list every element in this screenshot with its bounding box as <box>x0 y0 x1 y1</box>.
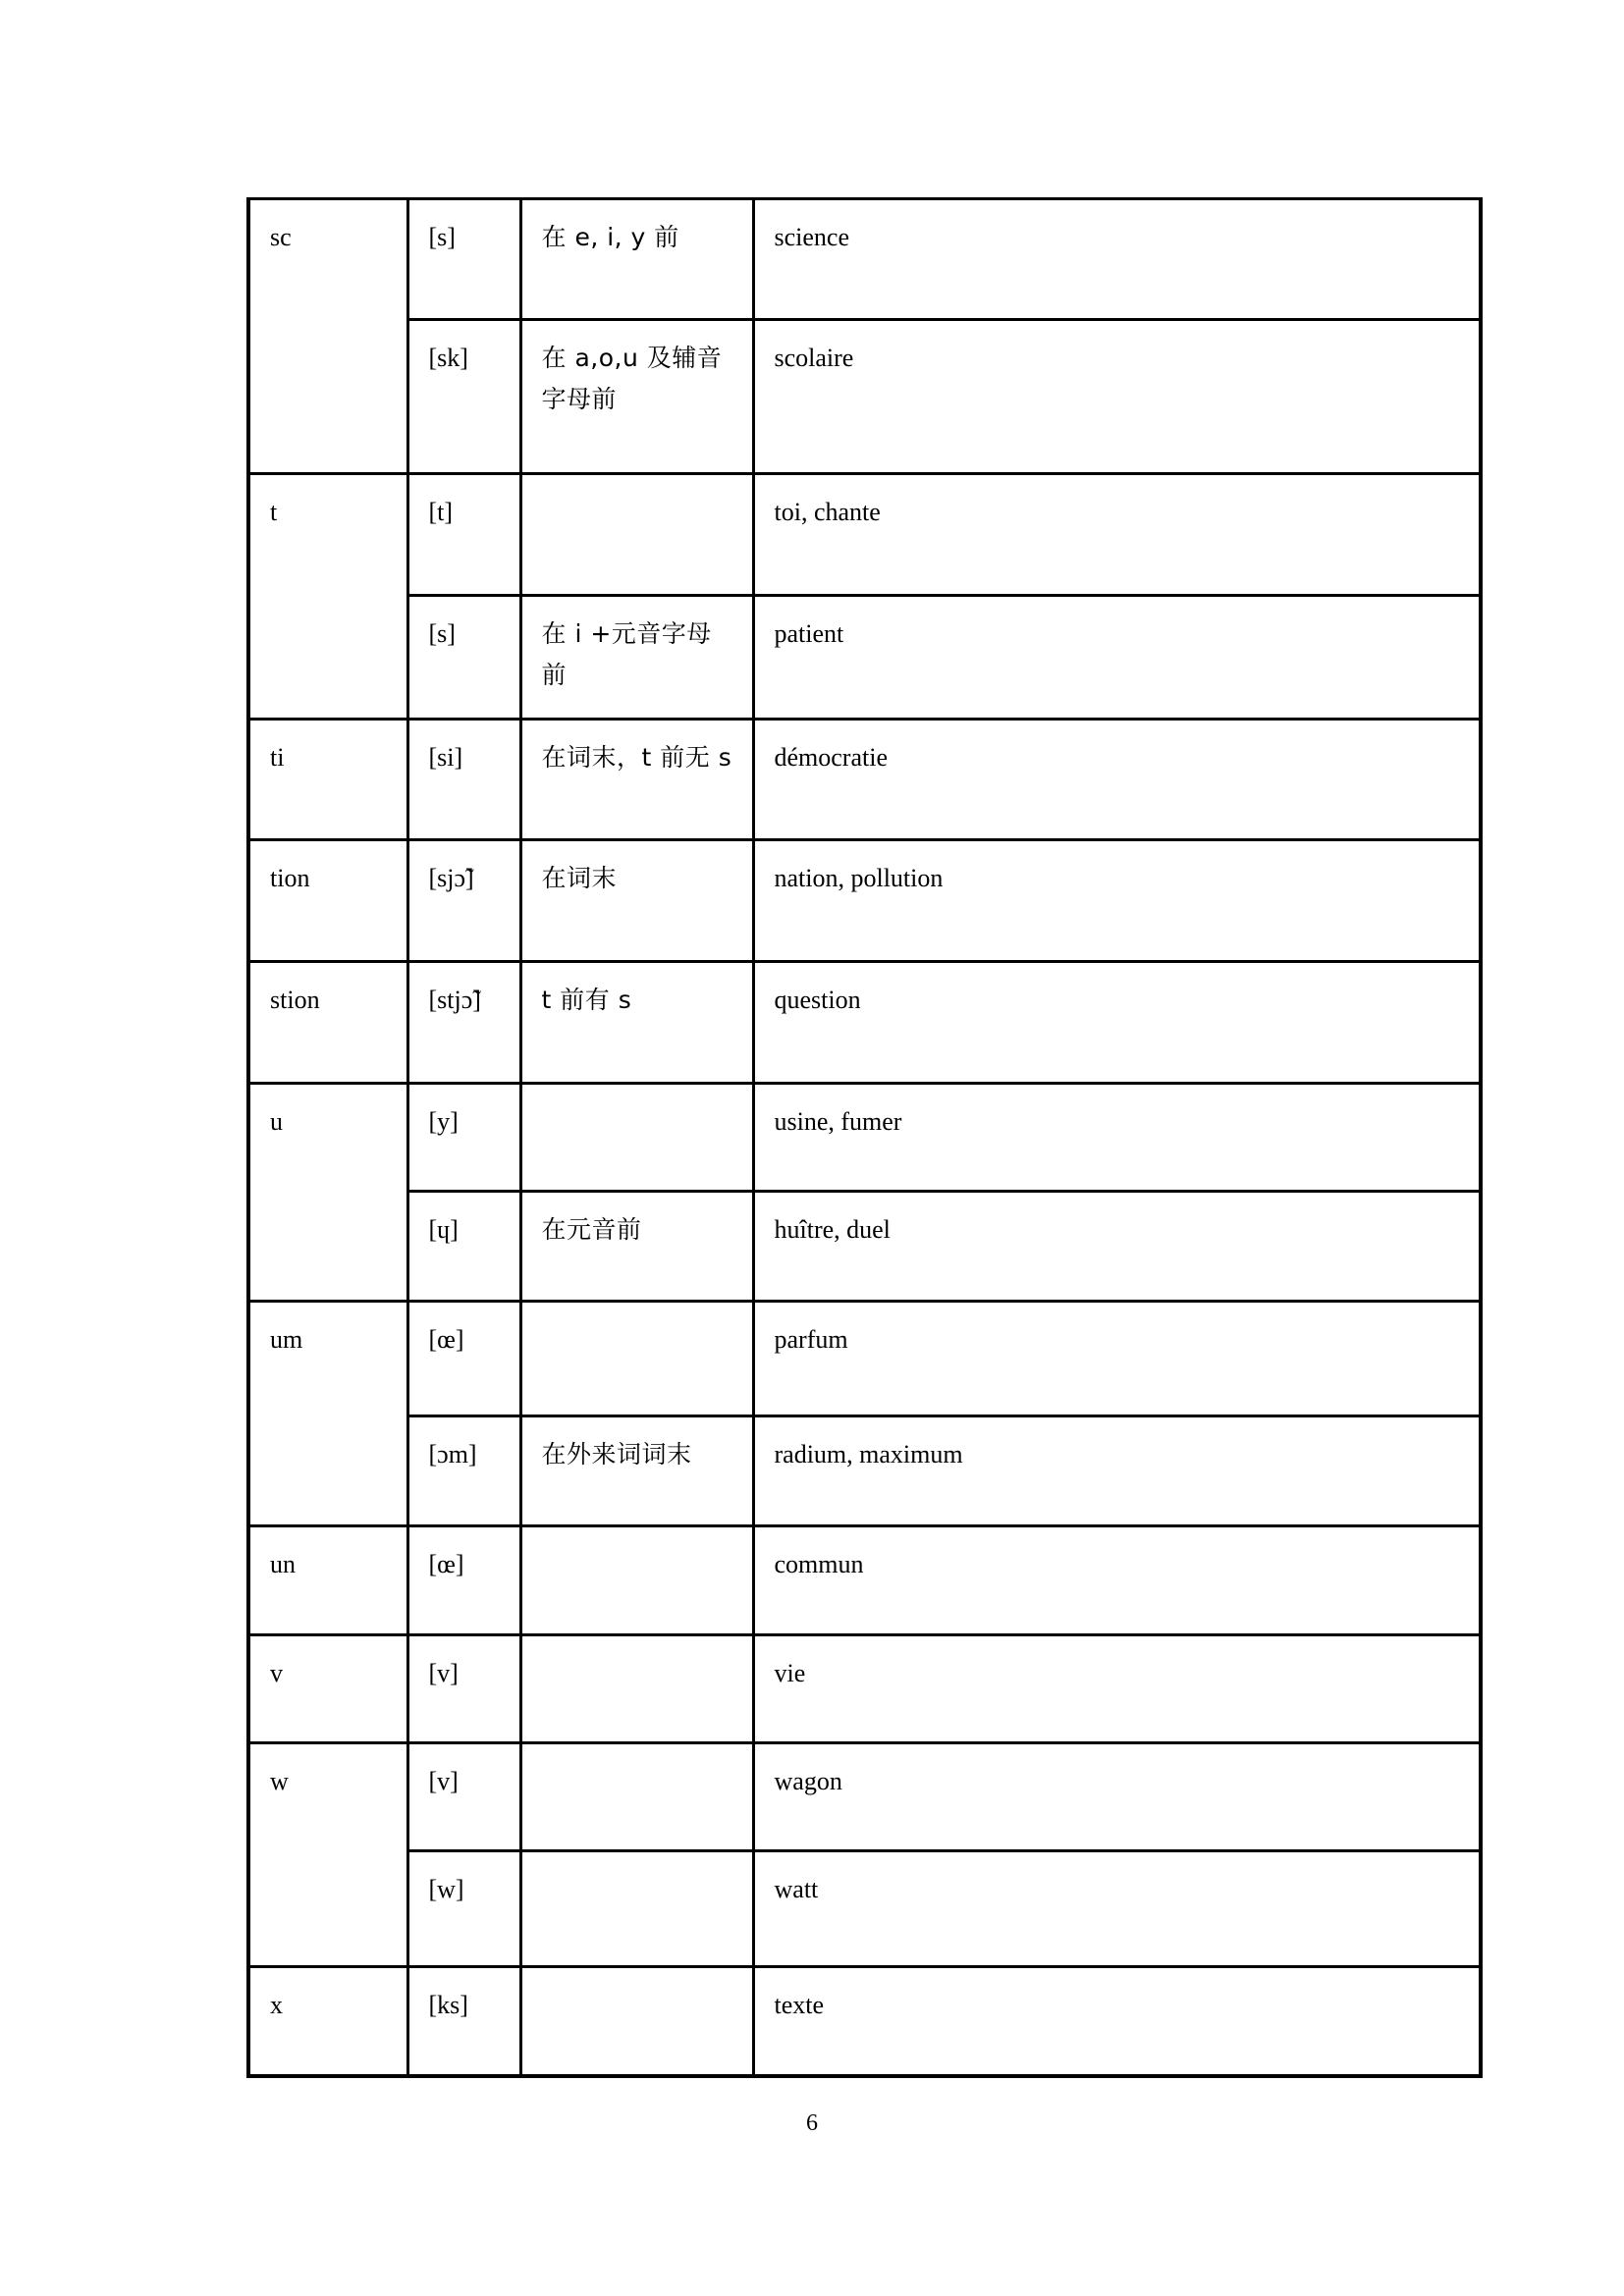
example-cell: watt <box>753 1851 1481 1967</box>
table-row <box>248 1526 1481 1635</box>
condition-cell <box>520 1302 753 1416</box>
example-cell: parfum <box>753 1302 1481 1416</box>
sound-cell: [t] <box>407 474 520 596</box>
sound-cell: [œ] <box>407 1302 520 1416</box>
example-cell: usine, fumer <box>753 1084 1481 1192</box>
sound-cell: [sjɔ̃] <box>407 840 520 962</box>
example-cell: texte <box>753 1967 1481 2076</box>
letter-cell: x <box>248 1967 407 2076</box>
letter-cell: stion <box>248 962 407 1084</box>
sound-cell: [s] <box>407 596 520 720</box>
example-cell: science <box>753 199 1481 320</box>
condition-cell: 在元音前 <box>520 1192 753 1302</box>
table-row <box>248 840 1481 962</box>
condition-cell: 在 i +元音字母前 <box>520 596 753 720</box>
letter-cell: v <box>248 1635 407 1743</box>
example-cell: nation, pollution <box>753 840 1481 962</box>
letter-cell: ti <box>248 720 407 840</box>
table-row <box>248 474 1481 596</box>
table-row <box>248 1743 1481 1851</box>
condition-cell <box>520 474 753 596</box>
sound-cell: [œ] <box>407 1526 520 1635</box>
letter-cell: w <box>248 1743 407 1967</box>
sound-cell: [ɥ] <box>407 1192 520 1302</box>
condition-cell <box>520 1084 753 1192</box>
condition-cell: 在 a,o,u 及辅音字母前 <box>520 320 753 474</box>
table-row <box>248 320 1481 474</box>
table-row <box>248 720 1481 840</box>
sound-cell: [sk] <box>407 320 520 474</box>
sound-cell: [stjɔ̃] <box>407 962 520 1084</box>
example-cell: patient <box>753 596 1481 720</box>
table-row <box>248 199 1481 320</box>
condition-cell: 在词末 <box>520 840 753 962</box>
table-row <box>248 596 1481 720</box>
example-cell: démocratie <box>753 720 1481 840</box>
pronunciation-table <box>246 197 1483 2078</box>
sound-cell: [w] <box>407 1851 520 1967</box>
letter-cell: t <box>248 474 407 720</box>
example-cell: vie <box>753 1635 1481 1743</box>
condition-cell <box>520 1743 753 1851</box>
table-row <box>248 962 1481 1084</box>
sound-cell: [s] <box>407 199 520 320</box>
condition-cell: 在 e, i, y 前 <box>520 199 753 320</box>
sound-cell: [v] <box>407 1635 520 1743</box>
example-cell: radium, maximum <box>753 1416 1481 1526</box>
condition-cell: 在词末，t 前无 s <box>520 720 753 840</box>
letter-cell: sc <box>248 199 407 474</box>
letter-cell: um <box>248 1302 407 1526</box>
example-cell: huître, duel <box>753 1192 1481 1302</box>
example-cell: toi, chante <box>753 474 1481 596</box>
table-row <box>248 1192 1481 1302</box>
letter-cell: un <box>248 1526 407 1635</box>
sound-cell: [v] <box>407 1743 520 1851</box>
letter-cell: u <box>248 1084 407 1302</box>
table-row <box>248 1851 1481 1967</box>
page-number: 6 <box>806 2110 818 2136</box>
condition-cell <box>520 1851 753 1967</box>
example-cell: scolaire <box>753 320 1481 474</box>
example-cell: question <box>753 962 1481 1084</box>
condition-cell: t 前有 s <box>520 962 753 1084</box>
example-cell: commun <box>753 1526 1481 1635</box>
condition-cell: 在外来词词末 <box>520 1416 753 1526</box>
sound-cell: [si] <box>407 720 520 840</box>
condition-cell <box>520 1526 753 1635</box>
table-row <box>248 1084 1481 1192</box>
sound-cell: [ks] <box>407 1967 520 2076</box>
condition-cell <box>520 1635 753 1743</box>
table-row <box>248 1416 1481 1526</box>
letter-cell: tion <box>248 840 407 962</box>
table-row <box>248 1635 1481 1743</box>
sound-cell: [y] <box>407 1084 520 1192</box>
table-row <box>248 1302 1481 1416</box>
condition-cell <box>520 1967 753 2076</box>
sound-cell: [ɔm] <box>407 1416 520 1526</box>
example-cell: wagon <box>753 1743 1481 1851</box>
table-row <box>248 1967 1481 2076</box>
